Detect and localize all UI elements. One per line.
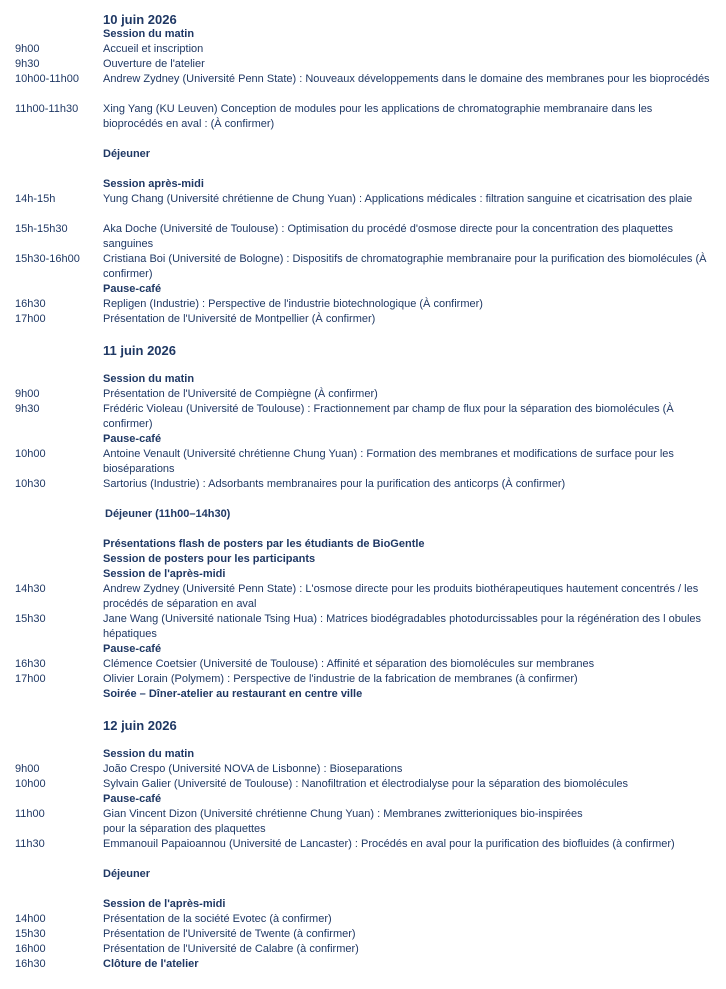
session-title: Déjeuner — [103, 148, 151, 160]
session-title: Session de l'après-midi — [103, 898, 226, 910]
item-time: 9h30 — [15, 58, 40, 70]
item-text: Andrew Zydney (Université Penn State) : Nouveaux développements dans le domaine des membranes pour les bioprocédés — [103, 73, 710, 85]
session-title: Session du matin — [103, 28, 195, 40]
session-title: Session de posters pour les participants — [103, 553, 316, 565]
item-text: Antoine Venault (Université chrétienne Chung Yuan) : Formation des membranes et modifications de surface pour les bioséparations — [103, 448, 674, 475]
session-title: Déjeuner — [103, 868, 151, 880]
item-time: 10h00 — [15, 448, 46, 460]
session-title: Déjeuner (11h00–14h30) — [105, 508, 231, 520]
session-title: Pause-café — [103, 643, 162, 655]
item-text: Présentation de l'Université de Twente (à confirmer) — [103, 928, 356, 940]
day-title: 10 juin 2026 — [103, 12, 177, 27]
item-text: Présentation de la société Evotec (à confirmer) — [103, 913, 332, 925]
item-text: Clémence Coetsier (Université de Toulouse) : Affinité et séparation des biomolécules sur membranes — [103, 658, 595, 670]
item-text: Accueil et inscription — [103, 43, 204, 55]
item-text: Emmanouil Papaioannou (Université de Lancaster) : Procédés en aval pour la purification des biofluides (à confirmer) — [103, 838, 675, 850]
item-time: 10h00 — [15, 778, 46, 790]
item-text: Repligen (Industrie) : Perspective de l'industrie biotechnologique (À confirmer) — [103, 298, 483, 310]
item-time: 15h30 — [15, 928, 46, 940]
item-time: 16h30 — [15, 958, 46, 970]
item-time: 17h00 — [15, 673, 46, 685]
item-time: 11h30 — [15, 838, 45, 850]
item-text: João Crespo (Université NOVA de Lisbonne) : Bioseparations — [103, 763, 403, 775]
item-text: Gian Vincent Dizon (Université chrétienne Chung Yuan) : Membranes zwitterioniques bio-inspirées — [103, 808, 583, 820]
item-text: Sylvain Galier (Université de Toulouse) : Nanofiltration et électrodialyse pour la séparation des biomolécules — [103, 778, 629, 790]
session-title: Session de l'après-midi — [103, 568, 226, 580]
item-time: 17h00 — [15, 313, 46, 325]
item-time: 15h-15h30 — [15, 223, 68, 235]
day-title: 11 juin 2026 — [103, 343, 176, 358]
item-time: 16h30 — [15, 658, 46, 670]
item-text-block — [103, 807, 713, 837]
item-text: Andrew Zydney (Université Penn State) : L'osmose directe pour les produits biothérapeutiques hautement concentrés / les procédés de séparation en aval — [103, 583, 699, 610]
item-time: 9h00 — [15, 763, 40, 775]
item-text: Yung Chang (Université chrétienne de Chung Yuan) : Applications médicales : filtration sanguine et cicatrisation des plaie — [103, 193, 693, 205]
item-text-continued: pour la séparation des plaquettes — [103, 823, 266, 835]
item-time: 11h00 — [15, 808, 45, 820]
day-title: 12 juin 2026 — [103, 718, 177, 733]
item-time: 14h-15h — [15, 193, 56, 205]
item-time: 16h00 — [15, 943, 46, 955]
session-title: Pause-café — [103, 283, 162, 295]
session-title: Soirée – Dîner-atelier au restaurant en centre ville — [103, 688, 363, 700]
item-text: Xing Yang (KU Leuven) Conception de modules pour les applications de chromatographie membranaire dans les bioprocédés en aval : (À confirmer) — [103, 103, 653, 130]
session-title: Présentations flash de posters par les étudiants de BioGentle — [103, 538, 425, 550]
session-title: Session après-midi — [103, 178, 204, 190]
item-text: Présentation de l'Université de Compiègne (À confirmer) — [103, 388, 378, 400]
item-time: 15h30 — [15, 613, 46, 625]
item-time: 9h00 — [15, 43, 40, 55]
item-time: 16h30 — [15, 298, 46, 310]
item-time: 9h30 — [15, 403, 40, 415]
item-time: 15h30-16h00 — [15, 253, 80, 265]
session-title: Session du matin — [103, 373, 195, 385]
item-text: Cristiana Boi (Université de Bologne) : Dispositifs de chromatographie membranaire pour la purification des biomolécules (À confirmer) — [103, 253, 707, 280]
item-text: Ouverture de l'atelier — [103, 58, 205, 70]
session-title: Pause-café — [103, 793, 162, 805]
item-text: Présentation de l'Université de Calabre (à confirmer) — [103, 943, 359, 955]
item-text: Jane Wang (Université nationale Tsing Hua) : Matrices biodégradables photodurcissables pour la régénération des l obules hépatiques — [103, 613, 702, 640]
item-text: Aka Doche (Université de Toulouse) : Optimisation du procédé d'osmose directe pour la concentration des plaquettes sanguines — [103, 223, 673, 250]
item-time: 11h00-11h30 — [15, 103, 79, 115]
item-time: 10h30 — [15, 478, 46, 490]
item-time: 14h00 — [15, 913, 46, 925]
item-text: Sartorius (Industrie) : Adsorbants membranaires pour la purification des anticorps (À confirmer) — [103, 478, 566, 490]
session-title: Session du matin — [103, 748, 195, 760]
item-text: Clôture de l'atelier — [103, 958, 199, 970]
item-time: 9h00 — [15, 388, 40, 400]
item-text: Olivier Lorain (Polymem) : Perspective de l'industrie de la fabrication de membranes (à confirmer) — [103, 673, 578, 685]
item-time: 14h30 — [15, 583, 46, 595]
item-text: Présentation de l'Université de Montpellier (À confirmer) — [103, 313, 376, 325]
session-title: Pause-café — [103, 433, 162, 445]
item-time: 10h00-11h00 — [15, 73, 80, 85]
item-text: Frédéric Violeau (Université de Toulouse) : Fractionnement par champ de flux pour la séparation des biomolécules (À confirmer) — [103, 403, 674, 430]
